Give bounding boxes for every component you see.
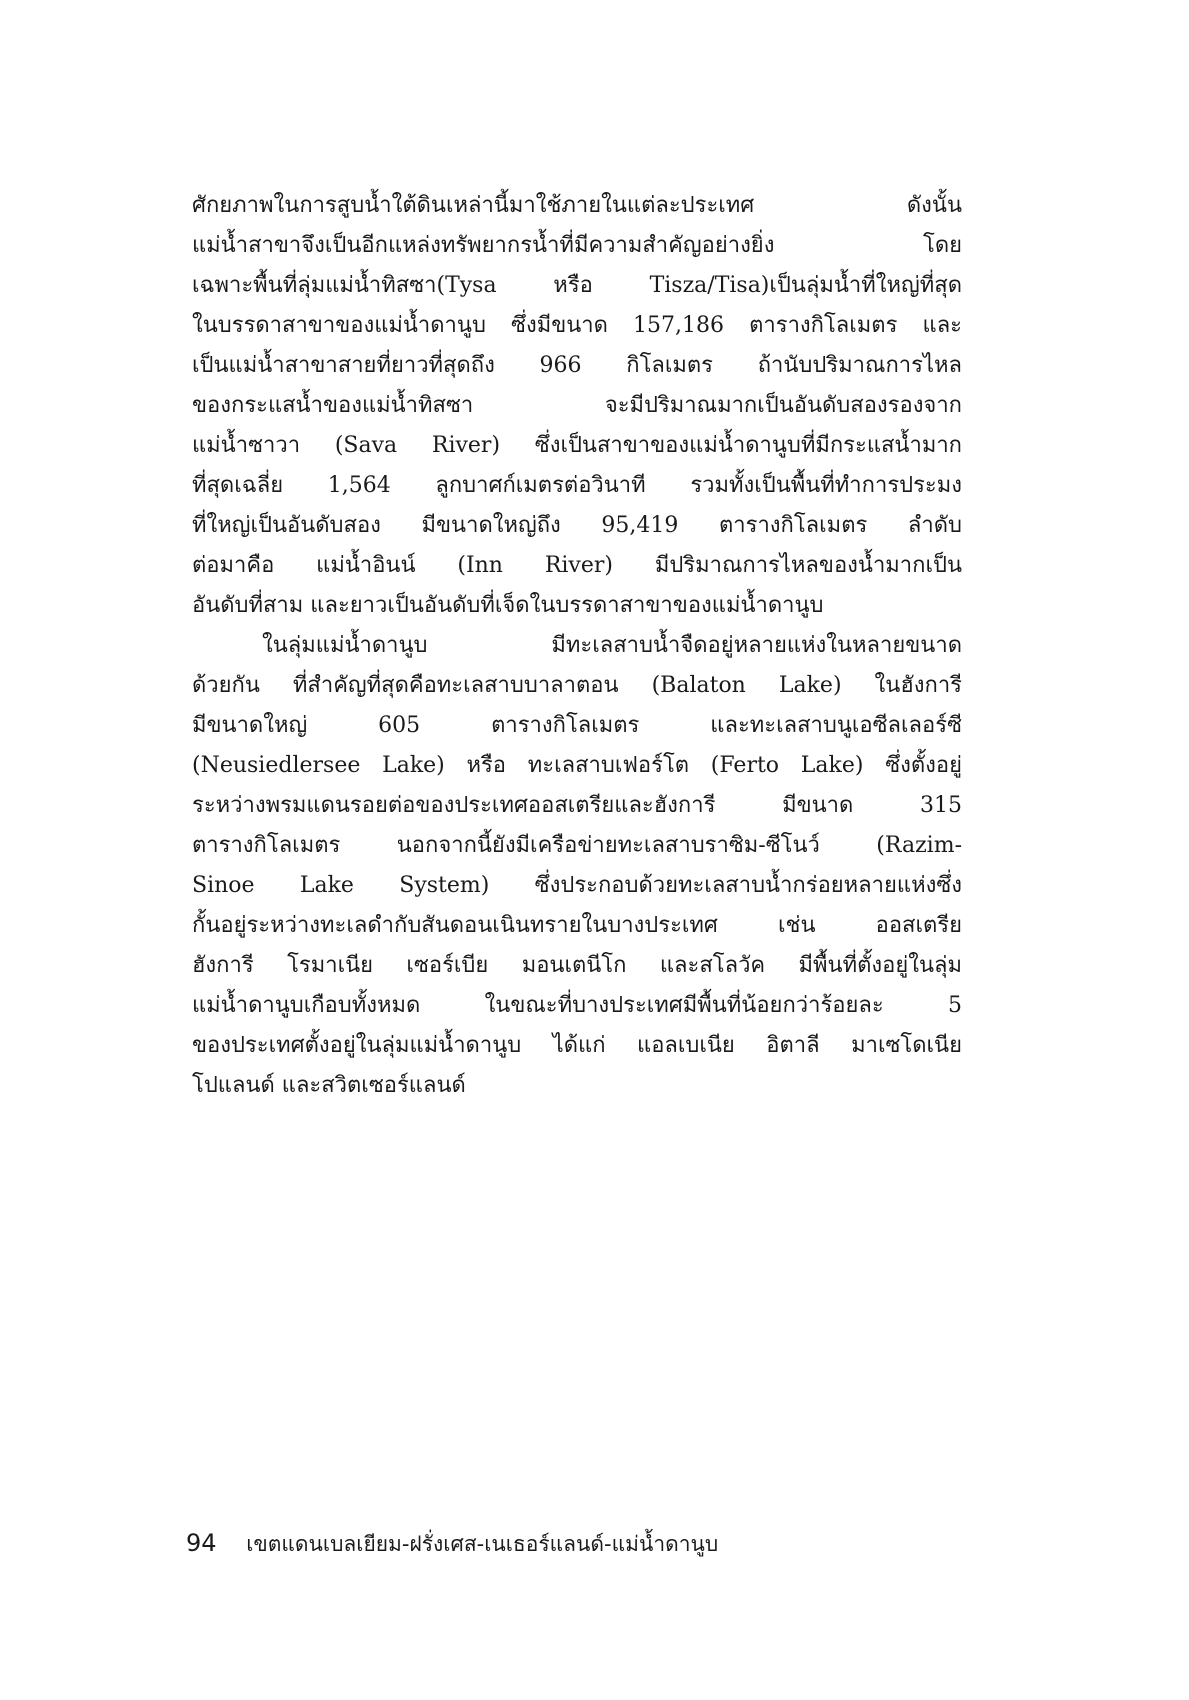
text-line: ศักยภาพในการสูบน้ำใต้ดินเหล่านี้มาใช้ภายในแต่ละประเทศ ดังนั้น: [192, 193, 962, 218]
text-line: ที่ใหญ่เป็นอันดับสอง มีขนาดใหญ่ถึง 95,419 ตารางกิโลเมตร ลำดับ: [192, 513, 962, 538]
text-line: อันดับที่สาม และยาวเป็นอันดับที่เจ็ดในบรรดาสาขาของแม่น้ำดานูบ: [192, 593, 824, 618]
page-body: [192, 186, 962, 1106]
text-line: ด้วยกัน ที่สำคัญที่สุดคือทะเลสาบบาลาตอน (Balaton Lake) ในฮังการี: [192, 673, 962, 698]
text-line: แม่น้ำสาขาจึงเป็นอีกแหล่งทรัพยากรน้ำที่มีความสำคัญอย่างยิ่ง โดย: [192, 233, 962, 258]
text-line: ของกระแสน้ำของแม่น้ำทิสซา จะมีปริมาณมากเป็นอันดับสองรองจาก: [192, 393, 962, 418]
text-line: ตารางกิโลเมตร นอกจากนี้ยังมีเครือข่ายทะเลสาบราซิม-ซีโนว์ (Razim-: [192, 833, 962, 858]
page-footer: [186, 1526, 886, 1560]
text-line: ฮังการี โรมาเนีย เซอร์เบีย มอนเตนีโก และสโลวัค มีพื้นที่ตั้งอยู่ในลุ่ม: [192, 953, 962, 978]
text-line: ต่อมาคือ แม่น้ำอินน์ (Inn River) มีปริมาณการไหลของน้ำมากเป็น: [192, 553, 962, 578]
text-line: เฉพาะพื้นที่ลุ่มแม่น้ำทิสซา(Tysa หรือ Tisza/Tisa)เป็นลุ่มน้ำที่ใหญ่ที่สุด: [192, 273, 962, 298]
text-line: ของประเทศตั้งอยู่ในลุ่มแม่น้ำดานูบ ได้แก่ แอลเบเนีย อิตาลี มาเซโดเนีย: [192, 1033, 962, 1058]
text-line: ระหว่างพรมแดนรอยต่อของประเทศออสเตรียและฮังการี มีขนาด 315: [192, 793, 962, 818]
running-title: เขตแดนเบลเยียม-ฝรั่งเศส-เนเธอร์แลนด์-แม่น้ำดานูบ: [246, 1532, 719, 1556]
text-line: (Neusiedlersee Lake) หรือ ทะเลสาบเฟอร์โต (Ferto Lake) ซึ่งตั้งอยู่: [192, 753, 962, 778]
text-line: ในลุ่มแม่น้ำดานูบ มีทะเลสาบน้ำจืดอยู่หลายแห่งในหลายขนาด: [262, 633, 962, 658]
text-line: โปแลนด์ และสวิตเซอร์แลนด์: [192, 1073, 466, 1098]
text-line: ที่สุดเฉลี่ย 1,564 ลูกบาศก์เมตรต่อวินาที รวมทั้งเป็นพื้นที่ทำการประมง: [192, 473, 962, 498]
page-number: 94: [186, 1529, 217, 1557]
text-line: ในบรรดาสาขาของแม่น้ำดานูบ ซึ่งมีขนาด 157,186 ตารางกิโลเมตร และ: [192, 313, 962, 338]
text-line: Sinoe Lake System) ซึ่งประกอบด้วยทะเลสาบน้ำกร่อยหลายแห่งซึ่ง: [192, 873, 962, 898]
text-line: กั้นอยู่ระหว่างทะเลดำกับสันดอนเนินทรายในบางประเทศ เช่น ออสเตรีย: [192, 913, 962, 938]
text-line: แม่น้ำซาวา (Sava River) ซึ่งเป็นสาขาของแม่น้ำดานูบที่มีกระแสน้ำมาก: [192, 433, 962, 458]
text-line: แม่น้ำดานูบเกือบทั้งหมด ในขณะที่บางประเทศมีพื้นที่น้อยกว่าร้อยละ 5: [192, 993, 962, 1018]
text-line: มีขนาดใหญ่ 605 ตารางกิโลเมตร และทะเลสาบนูเอซีลเลอร์ซี: [192, 713, 962, 738]
text-line: เป็นแม่น้ำสาขาสายที่ยาวที่สุดถึง 966 กิโลเมตร ถ้านับปริมาณการไหล: [192, 353, 962, 378]
